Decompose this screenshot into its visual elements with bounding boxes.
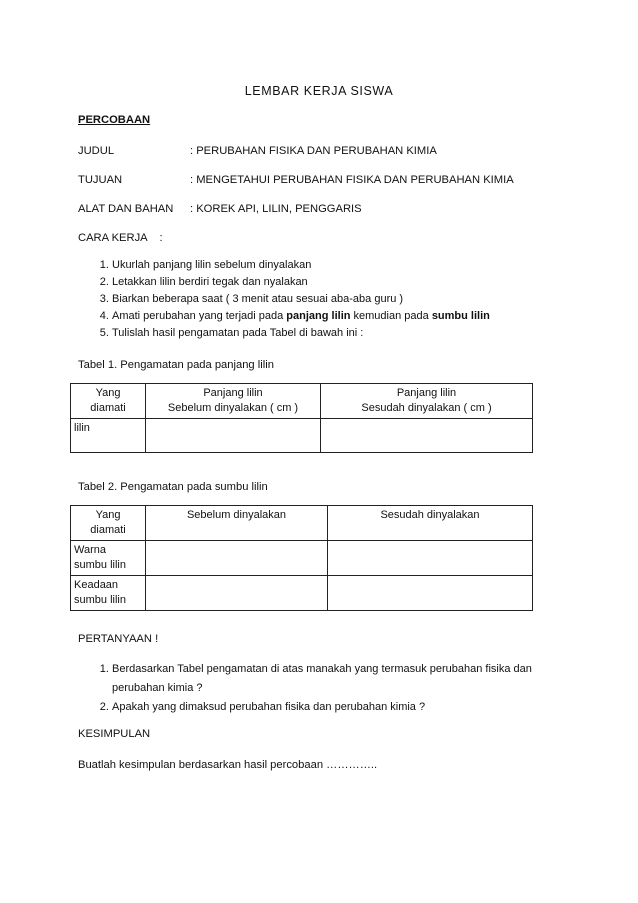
judul-value: : PERUBAHAN FISIKA DAN PERUBAHAN KIMIA (190, 145, 437, 157)
table2-row-label: Warna sumbu lilin (71, 541, 146, 576)
judul-label: JUDUL (78, 145, 115, 157)
table1-caption: Tabel 1. Pengamatan pada panjang lilin (78, 359, 274, 371)
kesimpulan-text: Buatlah kesimpulan berdasarkan hasil percobaan ………….. (78, 759, 378, 771)
step-item: 3. Biarkan beberapa saat ( 3 menit atau sesuai aba-aba guru ) (112, 291, 490, 308)
percobaan-heading: PERCOBAAN (78, 114, 151, 126)
pertanyaan-list (78, 660, 582, 717)
step-item: 2. Letakkan lilin berdiri tegak dan nyalakan (112, 274, 490, 291)
table1-empty-cell (146, 419, 321, 453)
step-item: 1. Ukurlah panjang lilin sebelum dinyalakan (112, 257, 490, 274)
table2-empty-cell (328, 541, 533, 576)
table-row (71, 541, 533, 576)
table2-row-label: Keadaan sumbu lilin (71, 576, 146, 611)
table2-header-cell: Yang diamati (71, 506, 146, 541)
table1-header-cell: Panjang lilin Sesudah dinyalakan ( cm ) (321, 384, 533, 419)
tujuan-label: TUJUAN (78, 174, 123, 186)
table2-header-cell: Sesudah dinyalakan (328, 506, 533, 541)
table2-caption: Tabel 2. Pengamatan pada sumbu lilin (78, 481, 268, 493)
pertanyaan-heading: PERTANYAAN ! (78, 633, 159, 645)
table2-empty-cell (146, 576, 328, 611)
question-item: 2. Apakah yang dimaksud perubahan fisika dan perubahan kimia ? (112, 698, 582, 717)
cara-kerja-steps (78, 257, 490, 342)
kesimpulan-heading: KESIMPULAN (78, 728, 151, 740)
table1-header-cell: Yang diamati (71, 384, 146, 419)
table2-empty-cell (146, 541, 328, 576)
alat-bahan-value: : KOREK API, LILIN, PENGGARIS (190, 203, 362, 215)
table1 (70, 383, 533, 453)
table-row (71, 419, 533, 453)
step-item: 4. Amati perubahan yang terjadi pada panjang lilin kemudian pada sumbu lilin (112, 308, 490, 325)
table1-row-label: lilin (71, 419, 146, 453)
page-title: LEMBAR KERJA SISWA (244, 84, 394, 98)
table-row (71, 576, 533, 611)
question-item: 1. Berdasarkan Tabel pengamatan di atas manakah yang termasuk perubahan fisika dan perubahan kimia ? (112, 660, 582, 698)
table2-header-cell: Sebelum dinyalakan (146, 506, 328, 541)
table1-header-cell: Panjang lilin Sebelum dinyalakan ( cm ) (146, 384, 321, 419)
table2-empty-cell (328, 576, 533, 611)
cara-kerja-label: CARA KERJA : (78, 232, 163, 244)
step-item: 5. Tulislah hasil pengamatan pada Tabel di bawah ini : (112, 325, 490, 342)
table1-empty-cell (321, 419, 533, 453)
alat-bahan-label: ALAT DAN BAHAN (78, 203, 174, 215)
table2 (70, 505, 533, 611)
tujuan-value: : MENGETAHUI PERUBAHAN FISIKA DAN PERUBAHAN KIMIA (190, 174, 514, 186)
